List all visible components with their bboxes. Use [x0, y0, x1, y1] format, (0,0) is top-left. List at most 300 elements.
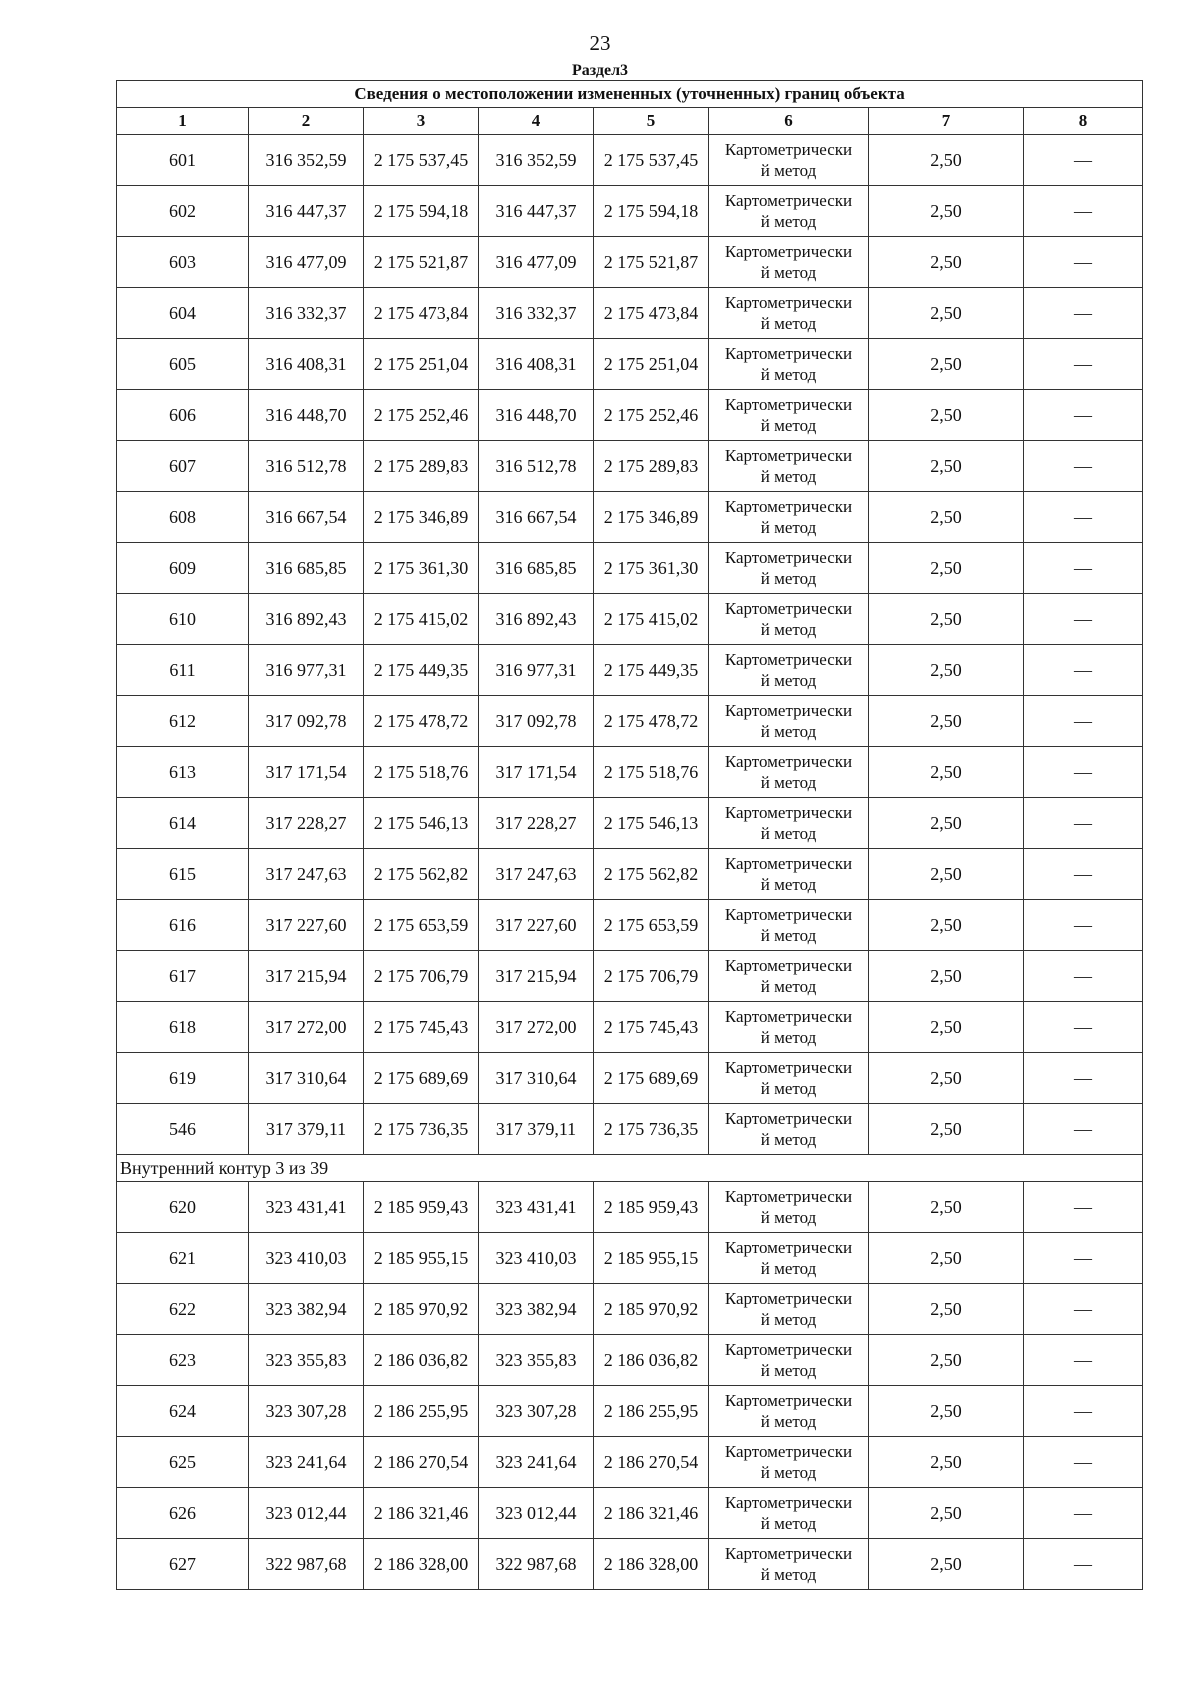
y-new-cell: 2 186 321,46	[594, 1488, 709, 1539]
method-cell	[709, 1053, 869, 1104]
description-cell: —	[1024, 543, 1143, 594]
y-old-cell: 2 185 959,43	[364, 1182, 479, 1233]
method-text-line2: й метод	[760, 1208, 817, 1227]
accuracy-cell: 2,50	[869, 492, 1024, 543]
method-cell	[709, 186, 869, 237]
accuracy-cell: 2,50	[869, 441, 1024, 492]
x-old-cell: 317 171,54	[249, 747, 364, 798]
method-text-line1: Картометрически	[724, 395, 853, 414]
column-number-cell: 7	[869, 108, 1024, 135]
method-text-line2: й метод	[760, 212, 817, 231]
method-text-line2: й метод	[760, 722, 817, 741]
table-row	[117, 288, 1143, 339]
table-row	[117, 441, 1143, 492]
point-number-cell: 626	[117, 1488, 249, 1539]
x-old-cell: 323 307,28	[249, 1386, 364, 1437]
method-text-line1: Картометрически	[724, 1442, 853, 1461]
method-text-line2: й метод	[760, 1565, 817, 1584]
x-new-cell: 316 352,59	[479, 135, 594, 186]
accuracy-cell: 2,50	[869, 339, 1024, 390]
y-new-cell: 2 175 449,35	[594, 645, 709, 696]
method-cell	[709, 849, 869, 900]
x-old-cell: 316 892,43	[249, 594, 364, 645]
y-old-cell: 2 175 478,72	[364, 696, 479, 747]
point-number-cell: 624	[117, 1386, 249, 1437]
x-new-cell: 317 310,64	[479, 1053, 594, 1104]
y-old-cell: 2 175 736,35	[364, 1104, 479, 1155]
accuracy-cell: 2,50	[869, 798, 1024, 849]
method-cell	[709, 1437, 869, 1488]
description-cell: —	[1024, 1182, 1143, 1233]
table-row	[117, 645, 1143, 696]
description-cell: —	[1024, 186, 1143, 237]
method-text-line1: Картометрически	[724, 191, 853, 210]
x-old-cell: 316 408,31	[249, 339, 364, 390]
description-cell: —	[1024, 1437, 1143, 1488]
method-cell	[709, 645, 869, 696]
y-new-cell: 2 185 959,43	[594, 1182, 709, 1233]
x-new-cell: 316 447,37	[479, 186, 594, 237]
method-text-line2: й метод	[760, 1259, 817, 1278]
table-row	[117, 1386, 1143, 1437]
method-text-line2: й метод	[760, 263, 817, 282]
table-row	[117, 1233, 1143, 1284]
x-old-cell: 316 477,09	[249, 237, 364, 288]
accuracy-cell: 2,50	[869, 900, 1024, 951]
method-text-line1: Картометрически	[724, 1544, 853, 1563]
description-cell: —	[1024, 798, 1143, 849]
description-cell: —	[1024, 594, 1143, 645]
x-old-cell: 316 448,70	[249, 390, 364, 441]
y-old-cell: 2 175 289,83	[364, 441, 479, 492]
table-row	[117, 492, 1143, 543]
method-text-line1: Картометрически	[724, 1058, 853, 1077]
y-old-cell: 2 186 270,54	[364, 1437, 479, 1488]
description-cell: —	[1024, 135, 1143, 186]
x-old-cell: 316 352,59	[249, 135, 364, 186]
point-number-cell: 620	[117, 1182, 249, 1233]
y-old-cell: 2 175 346,89	[364, 492, 479, 543]
x-old-cell: 316 685,85	[249, 543, 364, 594]
table-row	[117, 900, 1143, 951]
point-number-cell: 617	[117, 951, 249, 1002]
point-number-cell: 613	[117, 747, 249, 798]
column-number-cell: 1	[117, 108, 249, 135]
y-old-cell: 2 175 546,13	[364, 798, 479, 849]
x-new-cell: 323 012,44	[479, 1488, 594, 1539]
y-new-cell: 2 186 036,82	[594, 1335, 709, 1386]
y-old-cell: 2 175 518,76	[364, 747, 479, 798]
y-old-cell: 2 185 970,92	[364, 1284, 479, 1335]
method-text-line1: Картометрически	[724, 1187, 853, 1206]
method-cell	[709, 543, 869, 594]
x-old-cell: 323 012,44	[249, 1488, 364, 1539]
y-new-cell: 2 175 361,30	[594, 543, 709, 594]
description-cell: —	[1024, 1104, 1143, 1155]
boundary-coordinates-table	[116, 80, 1143, 1590]
table-row	[117, 1182, 1143, 1233]
description-cell: —	[1024, 1335, 1143, 1386]
y-old-cell: 2 175 653,59	[364, 900, 479, 951]
point-number-cell: 612	[117, 696, 249, 747]
method-text-line1: Картометрически	[724, 854, 853, 873]
method-text-line2: й метод	[760, 1412, 817, 1431]
method-text-line1: Картометрически	[724, 701, 853, 720]
x-new-cell: 323 355,83	[479, 1335, 594, 1386]
method-cell	[709, 1284, 869, 1335]
accuracy-cell: 2,50	[869, 135, 1024, 186]
table-row	[117, 1488, 1143, 1539]
point-number-cell: 619	[117, 1053, 249, 1104]
accuracy-cell: 2,50	[869, 1437, 1024, 1488]
method-text-line2: й метод	[760, 1463, 817, 1482]
description-cell: —	[1024, 645, 1143, 696]
point-number-cell: 621	[117, 1233, 249, 1284]
method-cell	[709, 288, 869, 339]
x-old-cell: 316 977,31	[249, 645, 364, 696]
method-text-line1: Картометрически	[724, 1007, 853, 1026]
method-text-line1: Картометрически	[724, 752, 853, 771]
x-new-cell: 323 241,64	[479, 1437, 594, 1488]
column-numbers-row	[117, 108, 1143, 135]
y-old-cell: 2 186 321,46	[364, 1488, 479, 1539]
y-new-cell: 2 185 970,92	[594, 1284, 709, 1335]
accuracy-cell: 2,50	[869, 1002, 1024, 1053]
x-new-cell: 316 685,85	[479, 543, 594, 594]
method-cell	[709, 900, 869, 951]
method-text-line1: Картометрически	[724, 344, 853, 363]
point-number-cell: 607	[117, 441, 249, 492]
y-new-cell: 2 175 546,13	[594, 798, 709, 849]
y-new-cell: 2 175 478,72	[594, 696, 709, 747]
table-row	[117, 390, 1143, 441]
y-old-cell: 2 186 255,95	[364, 1386, 479, 1437]
table-row	[117, 186, 1143, 237]
accuracy-cell: 2,50	[869, 543, 1024, 594]
x-new-cell: 317 228,27	[479, 798, 594, 849]
x-new-cell: 323 382,94	[479, 1284, 594, 1335]
table-row	[117, 1104, 1143, 1155]
method-text-line2: й метод	[760, 569, 817, 588]
x-old-cell: 317 092,78	[249, 696, 364, 747]
method-text-line2: й метод	[760, 773, 817, 792]
method-cell	[709, 492, 869, 543]
method-text-line1: Картометрически	[724, 548, 853, 567]
x-new-cell: 317 171,54	[479, 747, 594, 798]
y-new-cell: 2 175 252,46	[594, 390, 709, 441]
y-old-cell: 2 175 537,45	[364, 135, 479, 186]
x-old-cell: 323 410,03	[249, 1233, 364, 1284]
y-new-cell: 2 175 289,83	[594, 441, 709, 492]
method-cell	[709, 339, 869, 390]
table-row	[117, 237, 1143, 288]
x-old-cell: 317 272,00	[249, 1002, 364, 1053]
accuracy-cell: 2,50	[869, 1053, 1024, 1104]
method-text-line2: й метод	[760, 314, 817, 333]
method-cell	[709, 390, 869, 441]
table-row	[117, 849, 1143, 900]
method-text-line1: Картометрически	[724, 1109, 853, 1128]
y-new-cell: 2 186 328,00	[594, 1539, 709, 1590]
method-cell	[709, 1233, 869, 1284]
accuracy-cell: 2,50	[869, 1182, 1024, 1233]
description-cell: —	[1024, 390, 1143, 441]
method-text-line2: й метод	[760, 620, 817, 639]
x-new-cell: 316 892,43	[479, 594, 594, 645]
point-number-cell: 605	[117, 339, 249, 390]
point-number-cell: 614	[117, 798, 249, 849]
method-text-line1: Картометрически	[724, 650, 853, 669]
x-new-cell: 323 410,03	[479, 1233, 594, 1284]
y-old-cell: 2 175 449,35	[364, 645, 479, 696]
method-cell	[709, 1488, 869, 1539]
y-new-cell: 2 175 562,82	[594, 849, 709, 900]
point-number-cell: 610	[117, 594, 249, 645]
y-new-cell: 2 186 255,95	[594, 1386, 709, 1437]
method-text-line1: Картометрически	[724, 497, 853, 516]
x-new-cell: 316 477,09	[479, 237, 594, 288]
method-text-line1: Картометрически	[724, 905, 853, 924]
y-new-cell: 2 175 745,43	[594, 1002, 709, 1053]
method-text-line2: й метод	[760, 671, 817, 690]
point-number-cell: 609	[117, 543, 249, 594]
y-new-cell: 2 175 594,18	[594, 186, 709, 237]
accuracy-cell: 2,50	[869, 849, 1024, 900]
x-old-cell: 323 431,41	[249, 1182, 364, 1233]
method-text-line1: Картометрически	[724, 1493, 853, 1512]
x-new-cell: 317 272,00	[479, 1002, 594, 1053]
accuracy-cell: 2,50	[869, 696, 1024, 747]
y-new-cell: 2 175 521,87	[594, 237, 709, 288]
accuracy-cell: 2,50	[869, 288, 1024, 339]
y-old-cell: 2 186 036,82	[364, 1335, 479, 1386]
method-text-line2: й метод	[760, 1130, 817, 1149]
description-cell: —	[1024, 1233, 1143, 1284]
table-row	[117, 594, 1143, 645]
table-row	[117, 1002, 1143, 1053]
contour-row	[117, 1155, 1143, 1182]
method-cell	[709, 951, 869, 1002]
description-cell: —	[1024, 237, 1143, 288]
accuracy-cell: 2,50	[869, 951, 1024, 1002]
table-row	[117, 1539, 1143, 1590]
point-number-cell: 606	[117, 390, 249, 441]
table-row	[117, 135, 1143, 186]
table-row	[117, 1335, 1143, 1386]
x-old-cell: 317 379,11	[249, 1104, 364, 1155]
description-cell: —	[1024, 1002, 1143, 1053]
y-old-cell: 2 175 706,79	[364, 951, 479, 1002]
table-row	[117, 798, 1143, 849]
x-new-cell: 317 227,60	[479, 900, 594, 951]
column-number-cell: 3	[364, 108, 479, 135]
method-text-line1: Картометрически	[724, 1289, 853, 1308]
description-cell: —	[1024, 1488, 1143, 1539]
accuracy-cell: 2,50	[869, 645, 1024, 696]
point-number-cell: 608	[117, 492, 249, 543]
description-cell: —	[1024, 900, 1143, 951]
method-text-line2: й метод	[760, 1361, 817, 1380]
y-old-cell: 2 186 328,00	[364, 1539, 479, 1590]
method-text-line2: й метод	[760, 467, 817, 486]
x-new-cell: 316 512,78	[479, 441, 594, 492]
y-old-cell: 2 175 473,84	[364, 288, 479, 339]
x-new-cell: 316 977,31	[479, 645, 594, 696]
y-new-cell: 2 185 955,15	[594, 1233, 709, 1284]
point-number-cell: 618	[117, 1002, 249, 1053]
method-text-line2: й метод	[760, 977, 817, 996]
method-text-line1: Картометрически	[724, 1340, 853, 1359]
accuracy-cell: 2,50	[869, 1488, 1024, 1539]
table-row	[117, 339, 1143, 390]
y-new-cell: 2 175 251,04	[594, 339, 709, 390]
x-old-cell: 317 227,60	[249, 900, 364, 951]
x-old-cell: 317 228,27	[249, 798, 364, 849]
y-new-cell: 2 175 736,35	[594, 1104, 709, 1155]
method-text-line2: й метод	[760, 416, 817, 435]
y-new-cell: 2 175 689,69	[594, 1053, 709, 1104]
x-new-cell: 316 332,37	[479, 288, 594, 339]
table-row	[117, 747, 1143, 798]
description-cell: —	[1024, 1539, 1143, 1590]
description-cell: —	[1024, 1386, 1143, 1437]
description-cell: —	[1024, 441, 1143, 492]
table-row	[117, 1437, 1143, 1488]
point-number-cell: 622	[117, 1284, 249, 1335]
accuracy-cell: 2,50	[869, 1233, 1024, 1284]
point-number-cell: 604	[117, 288, 249, 339]
accuracy-cell: 2,50	[869, 1284, 1024, 1335]
accuracy-cell: 2,50	[869, 594, 1024, 645]
x-new-cell: 316 448,70	[479, 390, 594, 441]
y-new-cell: 2 175 346,89	[594, 492, 709, 543]
method-cell	[709, 696, 869, 747]
x-old-cell: 317 215,94	[249, 951, 364, 1002]
y-old-cell: 2 175 521,87	[364, 237, 479, 288]
x-new-cell: 323 431,41	[479, 1182, 594, 1233]
point-number-cell: 602	[117, 186, 249, 237]
y-old-cell: 2 185 955,15	[364, 1233, 479, 1284]
x-old-cell: 317 310,64	[249, 1053, 364, 1104]
page-number: 23	[589, 31, 611, 55]
point-number-cell: 623	[117, 1335, 249, 1386]
point-number-cell: 625	[117, 1437, 249, 1488]
table-row	[117, 1053, 1143, 1104]
point-number-cell: 616	[117, 900, 249, 951]
method-cell	[709, 747, 869, 798]
table-caption: Сведения о местоположении измененных (уточненных) границ объекта	[117, 81, 1143, 108]
description-cell: —	[1024, 951, 1143, 1002]
y-old-cell: 2 175 594,18	[364, 186, 479, 237]
method-text-line2: й метод	[760, 161, 817, 180]
method-text-line1: Картометрически	[724, 242, 853, 261]
x-new-cell: 317 215,94	[479, 951, 594, 1002]
accuracy-cell: 2,50	[869, 747, 1024, 798]
y-new-cell: 2 175 473,84	[594, 288, 709, 339]
column-number-cell: 6	[709, 108, 869, 135]
description-cell: —	[1024, 747, 1143, 798]
method-text-line1: Картометрически	[724, 140, 853, 159]
y-old-cell: 2 175 251,04	[364, 339, 479, 390]
method-text-line1: Картометрически	[724, 446, 853, 465]
method-cell	[709, 594, 869, 645]
method-cell	[709, 1002, 869, 1053]
method-text-line2: й метод	[760, 824, 817, 843]
y-new-cell: 2 175 537,45	[594, 135, 709, 186]
method-text-line1: Картометрически	[724, 599, 853, 618]
y-old-cell: 2 175 745,43	[364, 1002, 479, 1053]
method-text-line1: Картометрически	[724, 1391, 853, 1410]
method-text-line2: й метод	[760, 1028, 817, 1047]
x-new-cell: 322 987,68	[479, 1539, 594, 1590]
y-new-cell: 2 175 653,59	[594, 900, 709, 951]
y-old-cell: 2 175 361,30	[364, 543, 479, 594]
contour-label: Внутренний контур 3 из 39	[117, 1155, 1143, 1182]
x-new-cell: 317 092,78	[479, 696, 594, 747]
x-new-cell: 323 307,28	[479, 1386, 594, 1437]
table-row	[117, 951, 1143, 1002]
y-old-cell: 2 175 252,46	[364, 390, 479, 441]
section-title: Раздел3	[571, 62, 629, 79]
point-number-cell: 603	[117, 237, 249, 288]
column-number-cell: 8	[1024, 108, 1143, 135]
point-number-cell: 615	[117, 849, 249, 900]
method-cell	[709, 1182, 869, 1233]
y-new-cell: 2 175 415,02	[594, 594, 709, 645]
table-row	[117, 696, 1143, 747]
x-old-cell: 316 667,54	[249, 492, 364, 543]
accuracy-cell: 2,50	[869, 186, 1024, 237]
point-number-cell: 611	[117, 645, 249, 696]
description-cell: —	[1024, 339, 1143, 390]
description-cell: —	[1024, 492, 1143, 543]
x-new-cell: 317 247,63	[479, 849, 594, 900]
method-text-line2: й метод	[760, 875, 817, 894]
method-text-line2: й метод	[760, 1079, 817, 1098]
x-old-cell: 323 241,64	[249, 1437, 364, 1488]
method-cell	[709, 1539, 869, 1590]
description-cell: —	[1024, 849, 1143, 900]
method-cell	[709, 237, 869, 288]
y-old-cell: 2 175 415,02	[364, 594, 479, 645]
description-cell: —	[1024, 288, 1143, 339]
point-number-cell: 601	[117, 135, 249, 186]
accuracy-cell: 2,50	[869, 1335, 1024, 1386]
method-text-line1: Картометрически	[724, 956, 853, 975]
accuracy-cell: 2,50	[869, 1539, 1024, 1590]
method-text-line1: Картометрически	[724, 803, 853, 822]
x-old-cell: 317 247,63	[249, 849, 364, 900]
y-new-cell: 2 186 270,54	[594, 1437, 709, 1488]
x-old-cell: 322 987,68	[249, 1539, 364, 1590]
x-old-cell: 316 512,78	[249, 441, 364, 492]
method-text-line1: Картометрически	[724, 1238, 853, 1257]
y-new-cell: 2 175 706,79	[594, 951, 709, 1002]
table-row	[117, 543, 1143, 594]
x-new-cell: 316 667,54	[479, 492, 594, 543]
accuracy-cell: 2,50	[869, 390, 1024, 441]
method-cell	[709, 1386, 869, 1437]
method-text-line2: й метод	[760, 365, 817, 384]
method-text-line2: й метод	[760, 1514, 817, 1533]
accuracy-cell: 2,50	[869, 237, 1024, 288]
method-cell	[709, 135, 869, 186]
y-old-cell: 2 175 562,82	[364, 849, 479, 900]
description-cell: —	[1024, 1284, 1143, 1335]
y-old-cell: 2 175 689,69	[364, 1053, 479, 1104]
description-cell: —	[1024, 696, 1143, 747]
accuracy-cell: 2,50	[869, 1386, 1024, 1437]
